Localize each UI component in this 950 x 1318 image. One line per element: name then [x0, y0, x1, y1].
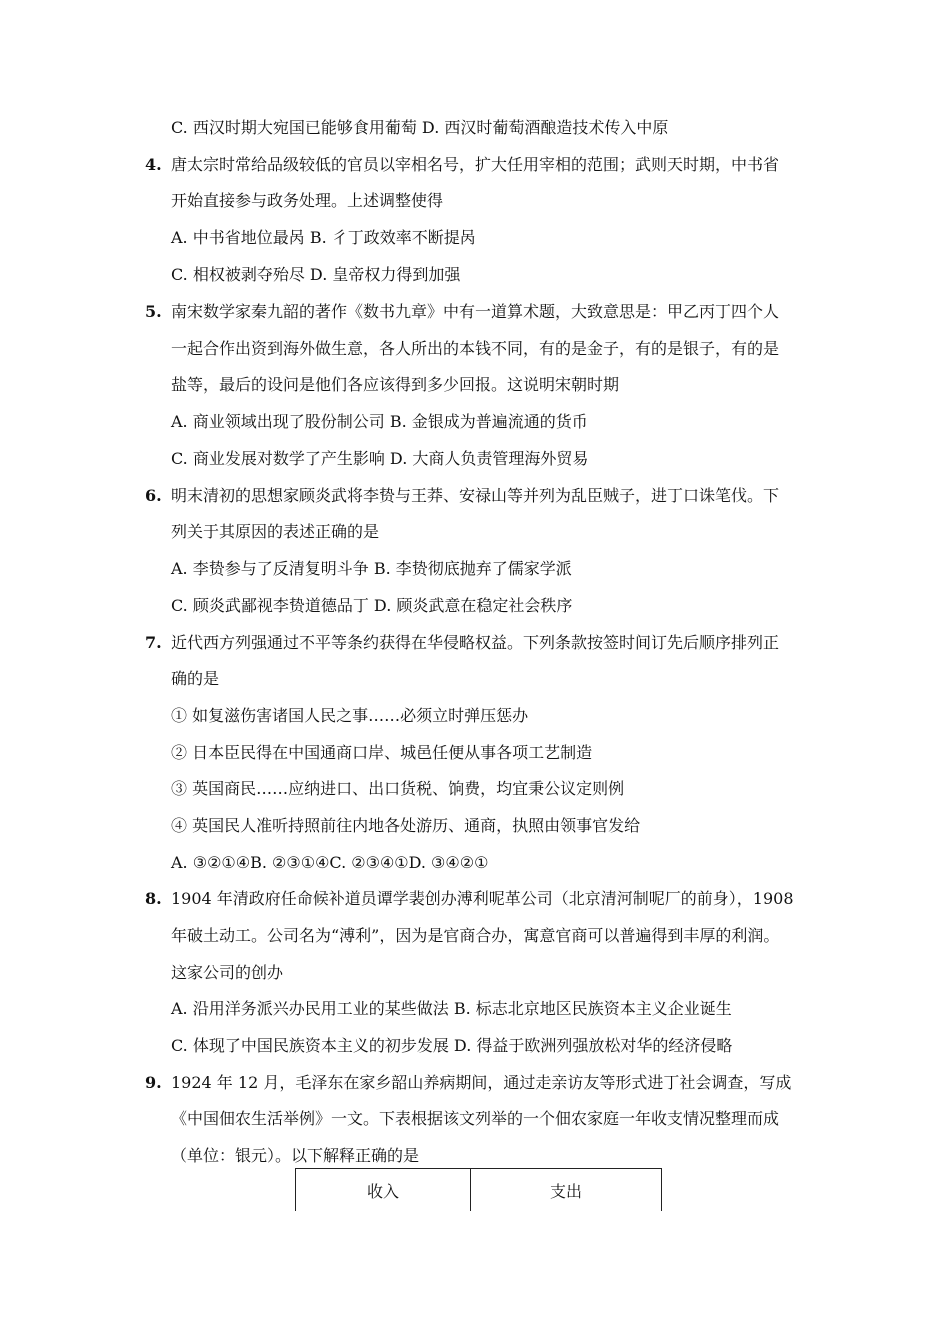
q8-stem-line-3: 这家公司的创办	[171, 963, 284, 982]
q4-number: 4.	[145, 155, 162, 174]
q9-stem-line-1: 1924 年 12 月，毛泽东在家乡韶山养病期间，通过走亲访友等形式进丁社会调查，写成	[171, 1073, 792, 1092]
q4-options-cd: C. 相权被剥夺殆尽 D. 皇帝权力得到加强	[171, 265, 461, 284]
q7-options: A. ③②①④B. ②③①④C. ②③④①D. ③④②①	[171, 853, 489, 872]
q7-item-4: ④ 英国民人准听持照前往内地各处游历、通商，执照由领事官发给	[171, 816, 641, 835]
q5-number: 5.	[145, 302, 162, 321]
q4-stem-line-1: 唐太宗时常给品级较低的官员以宰相名号，扩大任用宰相的范围；武则天时期，中书省	[171, 155, 780, 174]
q4-options-ab: A. 中书省地位最呙 B. 彳丁政效率不断提呙	[171, 228, 476, 247]
q3-options-cd: C. 西汉时期大宛国已能够食用葡萄 D. 西汉时葡萄酒酿造技术传入中原	[171, 118, 669, 137]
q5-stem-line-2: 一起合作出资到海外做生意，各人所出的本钱不同，有的是金子，有的是银子，有的是	[171, 339, 780, 358]
q8-stem-line-1: 1904 年清政府任命候补道员谭学裴创办溥利呢革公司（北京清河制呢厂的前身），1908	[171, 889, 794, 908]
q7-stem-line-1: 近代西方列强通过不平等条约获得在华侵略权益。下列条款按签时间订先后顺序排列正	[171, 633, 780, 652]
q5-options-ab: A. 商业领域出现了股份制公司 B. 金银成为普遍流通的货币	[171, 412, 588, 431]
q4-stem-line-2: 开始直接参与政务处理。上述调整使得	[171, 191, 444, 210]
q6-options-cd: C. 顾炎武鄙视李贽道德品丁 D. 顾炎武意在稳定社会秩序	[171, 596, 573, 615]
q9-number: 9.	[145, 1073, 162, 1092]
q6-stem-line-1: 明末清初的思想家顾炎武将李贽与王莽、安禄山等并列为乱臣贼子，进丁口诛笔伐。下	[171, 486, 780, 505]
table-header-income: 收入	[296, 1169, 471, 1212]
q8-options-cd: C. 体现了中国民族资本主义的初步发展 D. 得益于欧洲列强放松对华的经济侵略	[171, 1036, 733, 1055]
q8-stem-line-2: 年破土动工。公司名为“溥利”，因为是官商合办，寓意官商可以普遍得到丰厚的利润。	[171, 926, 780, 945]
q5-options-cd: C. 商业发展对数学了产生影响 D. 大商人负责管理海外贸易	[171, 449, 589, 468]
q8-options-ab: A. 沿用洋务派兴办民用工业的某些做法 B. 标志北京地区民族资本主义企业诞生	[171, 999, 732, 1018]
q5-stem-line-1: 南宋数学家秦九韶的著作《数书九章》中有一道算术题，大致意思是：甲乙丙丁四个人	[171, 302, 780, 321]
q6-options-ab: A. 李贽参与了反清复明斗争 B. 李贽彻底抛弃了儒家学派	[171, 559, 572, 578]
q6-number: 6.	[145, 486, 162, 505]
q6-stem-line-2: 列关于其原因的表述正确的是	[171, 522, 380, 541]
q7-item-3: ③ 英国商民……应纳进口、出口货税、饷费，均宜秉公议定则例	[171, 779, 625, 798]
table-header-row	[296, 1169, 662, 1212]
q7-stem-line-2: 确的是	[171, 669, 220, 688]
q9-stem-line-2: 《中国佃农生活举例》一文。下表根据该文列举的一个佃农家庭一年收支情况整理而成	[171, 1109, 780, 1128]
q7-item-1: ① 如复滋伤害诸国人民之事……必须立时弹压惩办	[171, 706, 529, 725]
q9-stem-line-3: （单位：银元）。以下解释正确的是	[171, 1146, 420, 1165]
income-expense-table	[295, 1168, 662, 1211]
table-header-expense: 支出	[471, 1169, 662, 1212]
q7-number: 7.	[145, 633, 162, 652]
q8-number: 8.	[145, 889, 162, 908]
q5-stem-line-3: 盐等，最后的设问是他们各应该得到多少回报。这说明宋朝时期	[171, 375, 620, 394]
q7-item-2: ② 日本臣民得在中国通商口岸、城邑任便从事各项工艺制造	[171, 743, 593, 762]
